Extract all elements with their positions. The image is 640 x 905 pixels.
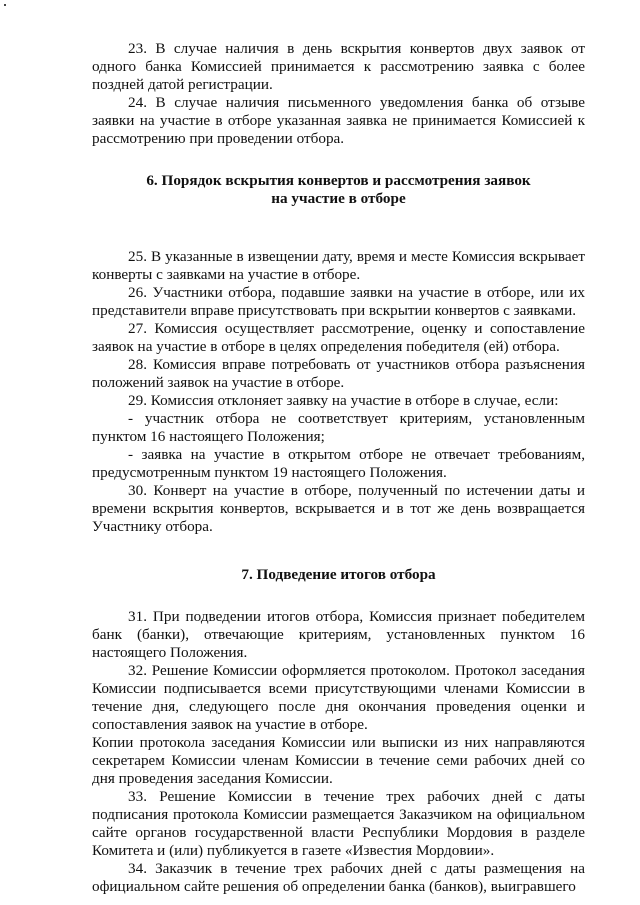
paragraph: 33. Решение Комиссии в течение трех рабочих дней с даты подписания протокола Комиссии размещается Заказчиком на официальном сайте органов государственной власти Республики Мордовия в разделе Комитета и (или) публикуется в газете «Известия Мордовии». (92, 788, 585, 859)
spacer (92, 208, 585, 248)
paragraph: 32. Решение Комиссии оформляется протоколом. Протокол заседания Комиссии подписывается всеми присутствующими членами Комиссии в течение дня, следующего после дня окончания проведения оценки и сопоставления заявок на участие в отборе. (92, 662, 585, 733)
paragraph: 34. Заказчик в течение трех рабочих дней с даты размещения на официальном сайте решения об определении банка (банков), выигравшего (92, 860, 585, 895)
section-heading: 6. Порядок вскрытия конвертов и рассмотрения заявок (146, 172, 531, 189)
paragraph: 24. В случае наличия письменного уведомления банка об отзыве заявки на участие в отборе указанная заявка не принимается Комиссией к рассмотрению при проведении отбора. (92, 94, 585, 147)
paragraph: 28. Комиссия вправе потребовать от участников отбора разъяснения положений заявок на участие в отборе. (92, 356, 585, 391)
document-page (92, 40, 585, 896)
spacer (92, 584, 585, 608)
spacer (92, 536, 585, 566)
paragraph: Копии протокола заседания Комиссии или выписки из них направляются секретарем Комиссии членам Комиссии в течение семи рабочих дней со дня проведения заседания Комиссии. (92, 734, 585, 787)
paragraph: 30. Конверт на участие в отборе, полученный по истечении даты и времени вскрытия конвертов, вскрывается и в тот же день возвращается Участнику отбора. (92, 482, 585, 535)
paragraph: - участник отбора не соответствует критериям, установленным пунктом 16 настоящего Положения; (92, 410, 585, 445)
scan-mark (4, 4, 6, 6)
section-heading: 7. Подведение итогов отбора (241, 566, 436, 583)
paragraph: 29. Комиссия отклоняет заявку на участие в отборе в случае, если: (128, 392, 559, 409)
paragraph: - заявка на участие в открытом отборе не отвечает требованиям, предусмотренным пунктом 19 настоящего Положения. (92, 446, 585, 481)
paragraph: 25. В указанные в извещении дату, время и месте Комиссия вскрывает конверты с заявками на участие в отборе. (92, 248, 585, 283)
paragraph: 27. Комиссия осуществляет рассмотрение, оценку и сопоставление заявок на участие в отборе в целях определения победителя (ей) отбора. (92, 320, 585, 355)
paragraph: 31. При подведении итогов отбора, Комиссия признает победителем банк (банки), отвечающие критериям, установленных пунктом 16 настоящего Положения. (92, 608, 585, 661)
section-heading: на участие в отборе (271, 190, 406, 207)
paragraph: 23. В случае наличия в день вскрытия конвертов двух заявок от одного банка Комиссией принимается к рассмотрению заявка с более поздней датой регистрации. (92, 40, 585, 93)
spacer (92, 148, 585, 172)
paragraph: 26. Участники отбора, подавшие заявки на участие в отборе, или их представители вправе присутствовать при вскрытии конвертов с заявками. (92, 284, 585, 319)
